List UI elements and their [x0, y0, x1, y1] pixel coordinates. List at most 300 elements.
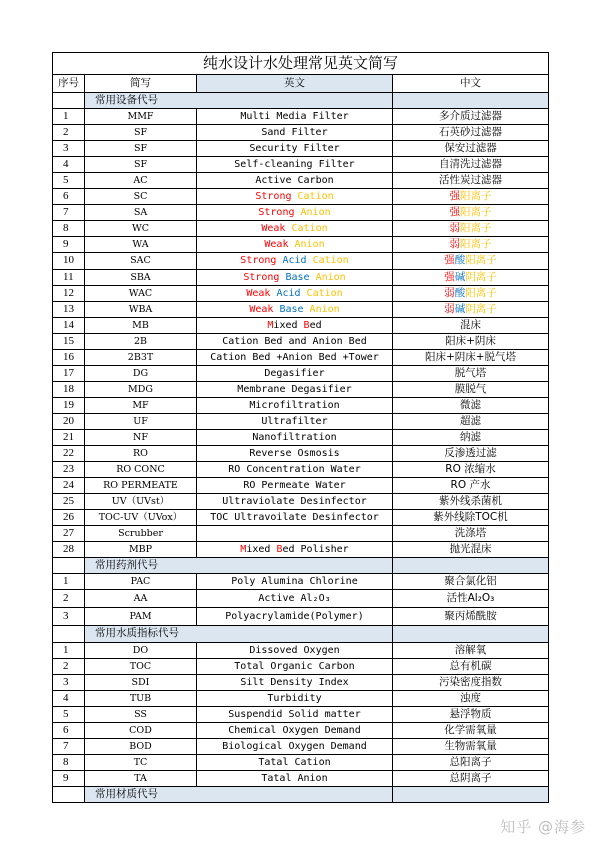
section-spacer	[53, 626, 85, 642]
section-fill	[393, 626, 549, 642]
row-abbreviation: SA	[85, 205, 197, 221]
section-spacer	[53, 786, 85, 802]
table-row	[53, 446, 549, 462]
row-number: 1	[53, 574, 85, 590]
table-row	[53, 205, 549, 221]
row-english	[197, 333, 393, 349]
row-abbreviation: TA	[85, 770, 197, 786]
chinese-segment: 超滤	[460, 414, 481, 427]
row-english	[197, 349, 393, 365]
english-segment: B	[303, 319, 310, 331]
row-english	[197, 301, 393, 317]
english-segment: Biological Oxygen Demand	[222, 740, 367, 752]
table-row	[53, 141, 549, 157]
row-english	[197, 674, 393, 690]
row-abbreviation: RO CONC	[85, 462, 197, 478]
section-label: 常用药剂代号	[85, 558, 393, 574]
chinese-segment: 弱	[449, 238, 460, 251]
english-segment: Weak	[264, 239, 295, 251]
row-abbreviation: SS	[85, 706, 197, 722]
row-number: 14	[53, 317, 85, 333]
row-english	[197, 446, 393, 462]
row-english	[197, 642, 393, 658]
header-chinese: 中文	[393, 75, 549, 93]
row-number: 1	[53, 109, 85, 125]
row-chinese	[393, 690, 549, 706]
chinese-segment: 聚合氯化铝	[444, 575, 497, 588]
chinese-segment: 阳离子	[460, 206, 492, 219]
chinese-segment: 总有机碳	[449, 659, 492, 672]
row-english	[197, 608, 393, 626]
english-segment: Multi Media Filter	[240, 111, 349, 123]
row-chinese	[393, 141, 549, 157]
row-number: 3	[53, 141, 85, 157]
table-row	[53, 269, 549, 285]
english-segment: Acid	[276, 287, 307, 299]
header-row	[53, 75, 549, 93]
english-segment: Anion	[315, 271, 346, 283]
chinese-segment: 活性炭过滤器	[439, 174, 502, 187]
chinese-segment: 污染密度指数	[439, 675, 502, 688]
row-abbreviation: WBA	[85, 301, 197, 317]
table-row	[53, 542, 549, 558]
english-segment: Anion	[300, 207, 331, 219]
row-number: 28	[53, 542, 85, 558]
row-abbreviation: TUB	[85, 690, 197, 706]
row-english	[197, 157, 393, 173]
english-segment: Base	[279, 303, 310, 315]
row-abbreviation: COD	[85, 722, 197, 738]
english-segment: ixed	[273, 319, 304, 331]
english-segment: Degasifier	[264, 367, 325, 379]
row-number: 7	[53, 205, 85, 221]
row-number: 16	[53, 349, 85, 365]
row-abbreviation: 2B3T	[85, 349, 197, 365]
row-chinese	[393, 253, 549, 269]
section-fill	[393, 786, 549, 802]
row-chinese	[393, 349, 549, 365]
row-chinese	[393, 301, 549, 317]
row-number: 7	[53, 738, 85, 754]
table-row	[53, 429, 549, 445]
row-english	[197, 478, 393, 494]
row-chinese	[393, 510, 549, 526]
chinese-segment: 阴离子	[465, 302, 497, 315]
table-row	[53, 690, 549, 706]
chinese-segment: 紫外线除TOC机	[433, 511, 508, 524]
row-english	[197, 574, 393, 590]
chinese-segment: 酸	[454, 286, 466, 299]
row-number: 13	[53, 301, 85, 317]
row-number: 12	[53, 285, 85, 301]
row-chinese	[393, 397, 549, 413]
row-abbreviation: RO	[85, 446, 197, 462]
table-row	[53, 413, 549, 429]
row-abbreviation: TOC-UV（UVox）	[85, 510, 197, 526]
row-chinese	[393, 157, 549, 173]
row-number: 2	[53, 125, 85, 141]
row-number: 19	[53, 397, 85, 413]
row-english	[197, 365, 393, 381]
row-chinese	[393, 770, 549, 786]
row-chinese	[393, 574, 549, 590]
row-abbreviation: SF	[85, 125, 197, 141]
chinese-segment: 多介质过滤器	[439, 110, 502, 123]
row-english	[197, 173, 393, 189]
row-abbreviation: TC	[85, 754, 197, 770]
abbreviation-table	[52, 52, 549, 803]
row-abbreviation: MF	[85, 397, 197, 413]
chinese-segment: 阴离子	[465, 270, 497, 283]
row-abbreviation: PAC	[85, 574, 197, 590]
row-chinese	[393, 269, 549, 285]
row-number: 20	[53, 413, 85, 429]
english-segment: Acid	[282, 255, 313, 267]
english-segment: Weak	[261, 223, 292, 235]
english-segment: Security Filter	[249, 143, 340, 155]
row-english	[197, 690, 393, 706]
english-segment: Cation	[291, 223, 328, 235]
row-number: 5	[53, 173, 85, 189]
english-segment: ixed	[246, 544, 277, 556]
table-row	[53, 494, 549, 510]
row-english	[197, 542, 393, 558]
row-english	[197, 429, 393, 445]
chinese-segment: 活性Al₂O₃	[446, 592, 495, 605]
row-abbreviation: TOC	[85, 658, 197, 674]
row-number: 4	[53, 157, 85, 173]
chinese-segment: 碱	[454, 302, 466, 315]
row-number: 11	[53, 269, 85, 285]
row-number: 21	[53, 429, 85, 445]
row-chinese	[393, 674, 549, 690]
chinese-segment: 阳离子	[465, 286, 497, 299]
chinese-segment: 微滤	[460, 398, 481, 411]
table-row	[53, 221, 549, 237]
english-segment: Anion	[309, 303, 340, 315]
chinese-segment: 溶解氧	[454, 643, 487, 656]
row-chinese	[393, 381, 549, 397]
english-segment: Base	[285, 271, 316, 283]
row-abbreviation: WA	[85, 237, 197, 253]
row-chinese	[393, 285, 549, 301]
english-segment: Cation	[297, 191, 334, 203]
row-abbreviation: MB	[85, 317, 197, 333]
row-abbreviation: NF	[85, 429, 197, 445]
chinese-segment: 强	[444, 270, 455, 283]
row-chinese	[393, 365, 549, 381]
row-chinese	[393, 125, 549, 141]
chinese-segment: 阳离子	[465, 254, 497, 267]
row-number: 15	[53, 333, 85, 349]
row-number: 18	[53, 381, 85, 397]
table-row	[53, 157, 549, 173]
row-abbreviation: DO	[85, 642, 197, 658]
english-segment: B	[276, 544, 283, 556]
section-label: 常用材质代号	[85, 786, 393, 802]
row-english	[197, 413, 393, 429]
row-english	[197, 125, 393, 141]
table-row	[53, 706, 549, 722]
row-number: 6	[53, 189, 85, 205]
header-english: 英文	[197, 75, 393, 93]
table-title-row	[53, 53, 549, 75]
table-row	[53, 253, 549, 269]
row-chinese	[393, 642, 549, 658]
chinese-segment: 阳床+阴床	[445, 334, 496, 347]
chinese-segment: 膜脱气	[454, 382, 487, 395]
row-abbreviation: BOD	[85, 738, 197, 754]
chinese-segment: 弱	[444, 302, 455, 315]
english-segment: Active Carbon	[255, 175, 334, 187]
chinese-segment: 总阳离子	[449, 755, 492, 768]
table-row	[53, 462, 549, 478]
english-segment: Cation	[306, 287, 343, 299]
row-english	[197, 381, 393, 397]
english-segment: Weak	[249, 303, 280, 315]
row-chinese	[393, 608, 549, 626]
table-row	[53, 173, 549, 189]
english-segment: TOC Ultravoilate Desinfector	[210, 512, 379, 524]
row-english	[197, 770, 393, 786]
english-segment: Strong	[243, 271, 286, 283]
section-fill	[393, 558, 549, 574]
row-chinese	[393, 478, 549, 494]
row-chinese	[393, 494, 549, 510]
row-english	[197, 285, 393, 301]
row-english	[197, 109, 393, 125]
table-row	[53, 285, 549, 301]
chinese-segment: 阳离子	[460, 238, 492, 251]
table-row	[53, 397, 549, 413]
row-number: 8	[53, 221, 85, 237]
chinese-segment: 强	[449, 190, 460, 203]
row-english	[197, 722, 393, 738]
section-row	[53, 786, 549, 802]
row-chinese	[393, 109, 549, 125]
row-abbreviation: 2B	[85, 333, 197, 349]
chinese-segment: 酸	[454, 254, 466, 267]
row-abbreviation: MMF	[85, 109, 197, 125]
row-english	[197, 590, 393, 608]
english-segment: M	[267, 319, 274, 331]
row-abbreviation: PAM	[85, 608, 197, 626]
table-row	[53, 510, 549, 526]
english-segment: Silt Density Index	[240, 676, 349, 688]
english-segment: Anion	[294, 239, 325, 251]
english-segment: Cation	[312, 255, 349, 267]
english-segment: Ultraviolate Desinfector	[222, 496, 367, 508]
table-row	[53, 574, 549, 590]
chinese-segment: 纳滤	[460, 431, 481, 443]
english-segment: ed	[309, 319, 322, 331]
english-segment: Reverse Osmosis	[249, 448, 340, 460]
row-abbreviation: SAC	[85, 253, 197, 269]
row-number: 24	[53, 478, 85, 494]
chinese-segment: 聚丙烯酰胺	[444, 610, 497, 623]
chinese-segment: 浊度	[460, 691, 481, 704]
table-row	[53, 608, 549, 626]
row-abbreviation: UF	[85, 413, 197, 429]
chinese-segment: RO 产水	[450, 479, 491, 492]
section-row	[53, 558, 549, 574]
table-row	[53, 301, 549, 317]
row-english	[197, 754, 393, 770]
chinese-segment: 弱	[449, 222, 460, 235]
english-segment: Nanofiltration	[252, 432, 337, 443]
chinese-segment: 反渗透过滤	[444, 447, 497, 460]
section-spacer	[53, 93, 85, 109]
row-chinese	[393, 413, 549, 429]
row-chinese	[393, 333, 549, 349]
section-label: 常用水质指标代号	[85, 626, 393, 642]
table-row	[53, 590, 549, 608]
row-number: 3	[53, 674, 85, 690]
table-row	[53, 526, 549, 542]
table-row	[53, 381, 549, 397]
english-segment: Tatal Anion	[261, 772, 328, 784]
row-abbreviation: SF	[85, 141, 197, 157]
english-segment: Polyacrylamide(Polymer)	[225, 611, 364, 623]
english-segment: Dissoved Oxygen	[249, 644, 340, 656]
row-abbreviation: RO PERMEATE	[85, 478, 197, 494]
row-chinese	[393, 658, 549, 674]
row-number: 27	[53, 526, 85, 542]
chinese-segment: RO 浓缩水	[445, 463, 496, 476]
table-row	[53, 349, 549, 365]
row-chinese	[393, 189, 549, 205]
english-segment: Strong	[255, 191, 298, 203]
row-abbreviation: WAC	[85, 285, 197, 301]
row-english	[197, 237, 393, 253]
row-number: 9	[53, 770, 85, 786]
chinese-segment: 弱	[444, 286, 455, 299]
chinese-segment: 紫外线杀菌机	[439, 495, 502, 508]
row-chinese	[393, 590, 549, 608]
row-english	[197, 317, 393, 333]
row-english	[197, 189, 393, 205]
row-number: 3	[53, 608, 85, 626]
table-row	[53, 109, 549, 125]
header-no: 序号	[53, 75, 85, 93]
section-row	[53, 626, 549, 642]
english-segment: Sand Filter	[261, 127, 328, 139]
row-english	[197, 221, 393, 237]
row-number: 10	[53, 253, 85, 269]
chinese-segment: 碱	[454, 270, 466, 283]
row-number: 2	[53, 658, 85, 674]
table-row	[53, 237, 549, 253]
row-english	[197, 462, 393, 478]
section-label: 常用设备代号	[85, 93, 393, 109]
row-english	[197, 269, 393, 285]
row-abbreviation: SF	[85, 157, 197, 173]
english-segment: Poly Alumina Chlorine	[231, 576, 358, 588]
row-english	[197, 526, 393, 542]
english-segment: M	[240, 544, 247, 556]
chinese-segment: 阳离子	[460, 190, 492, 203]
english-segment: Cation Bed +Anion Bed +Tower	[210, 351, 379, 363]
section-fill	[393, 93, 549, 109]
row-number: 4	[53, 690, 85, 706]
row-abbreviation: DG	[85, 365, 197, 381]
row-chinese	[393, 237, 549, 253]
table-row	[53, 642, 549, 658]
table-row	[53, 189, 549, 205]
row-english	[197, 706, 393, 722]
chinese-segment: 总阴离子	[449, 771, 492, 784]
row-number: 5	[53, 706, 85, 722]
english-segment: Membrane Degasifier	[237, 383, 352, 395]
english-segment: RO Concentration Water	[228, 464, 361, 476]
row-abbreviation: Scrubber	[85, 526, 197, 542]
row-abbreviation: UV（UVst）	[85, 494, 197, 510]
row-number: 6	[53, 722, 85, 738]
chinese-segment: 自清洗过滤器	[439, 158, 502, 171]
chinese-segment: 保安过滤器	[444, 142, 497, 155]
row-number: 26	[53, 510, 85, 526]
english-segment: Microfiltration	[249, 399, 340, 411]
english-segment: Suspendid Solid matter	[228, 708, 361, 720]
row-abbreviation: WC	[85, 221, 197, 237]
row-chinese	[393, 221, 549, 237]
table-row	[53, 125, 549, 141]
table-row	[53, 365, 549, 381]
row-chinese	[393, 173, 549, 189]
english-segment: Strong	[240, 255, 283, 267]
table-row	[53, 738, 549, 754]
english-segment: Cation Bed and Anion Bed	[222, 335, 367, 347]
english-segment: Self-cleaning Filter	[234, 159, 355, 171]
row-chinese	[393, 754, 549, 770]
row-abbreviation: SBA	[85, 269, 197, 285]
row-chinese	[393, 462, 549, 478]
row-abbreviation: AA	[85, 590, 197, 608]
table-row	[53, 754, 549, 770]
table-row	[53, 770, 549, 786]
row-abbreviation: AC	[85, 173, 197, 189]
english-segment: ed Polisher	[282, 544, 349, 556]
table-row	[53, 478, 549, 494]
row-chinese	[393, 542, 549, 558]
chinese-segment: 石英砂过滤器	[439, 126, 502, 139]
english-segment: Strong	[258, 207, 301, 219]
row-chinese	[393, 429, 549, 445]
chinese-segment: 脱气塔	[454, 366, 487, 379]
chinese-segment: 强	[449, 206, 460, 219]
row-number: 22	[53, 446, 85, 462]
table-row	[53, 674, 549, 690]
english-segment: Tatal Cation	[258, 756, 331, 768]
row-chinese	[393, 526, 549, 542]
row-english	[197, 658, 393, 674]
row-chinese	[393, 738, 549, 754]
row-english	[197, 738, 393, 754]
row-number: 2	[53, 590, 85, 608]
watermark: 知乎 @海参	[500, 818, 586, 836]
row-chinese	[393, 706, 549, 722]
row-number: 23	[53, 462, 85, 478]
table-row	[53, 722, 549, 738]
table-row	[53, 333, 549, 349]
english-segment: Chemical Oxygen Demand	[228, 724, 361, 736]
row-chinese	[393, 722, 549, 738]
row-abbreviation: MBP	[85, 542, 197, 558]
row-number: 8	[53, 754, 85, 770]
row-number: 9	[53, 237, 85, 253]
row-abbreviation: SC	[85, 189, 197, 205]
chinese-segment: 抛光混床	[449, 543, 492, 556]
